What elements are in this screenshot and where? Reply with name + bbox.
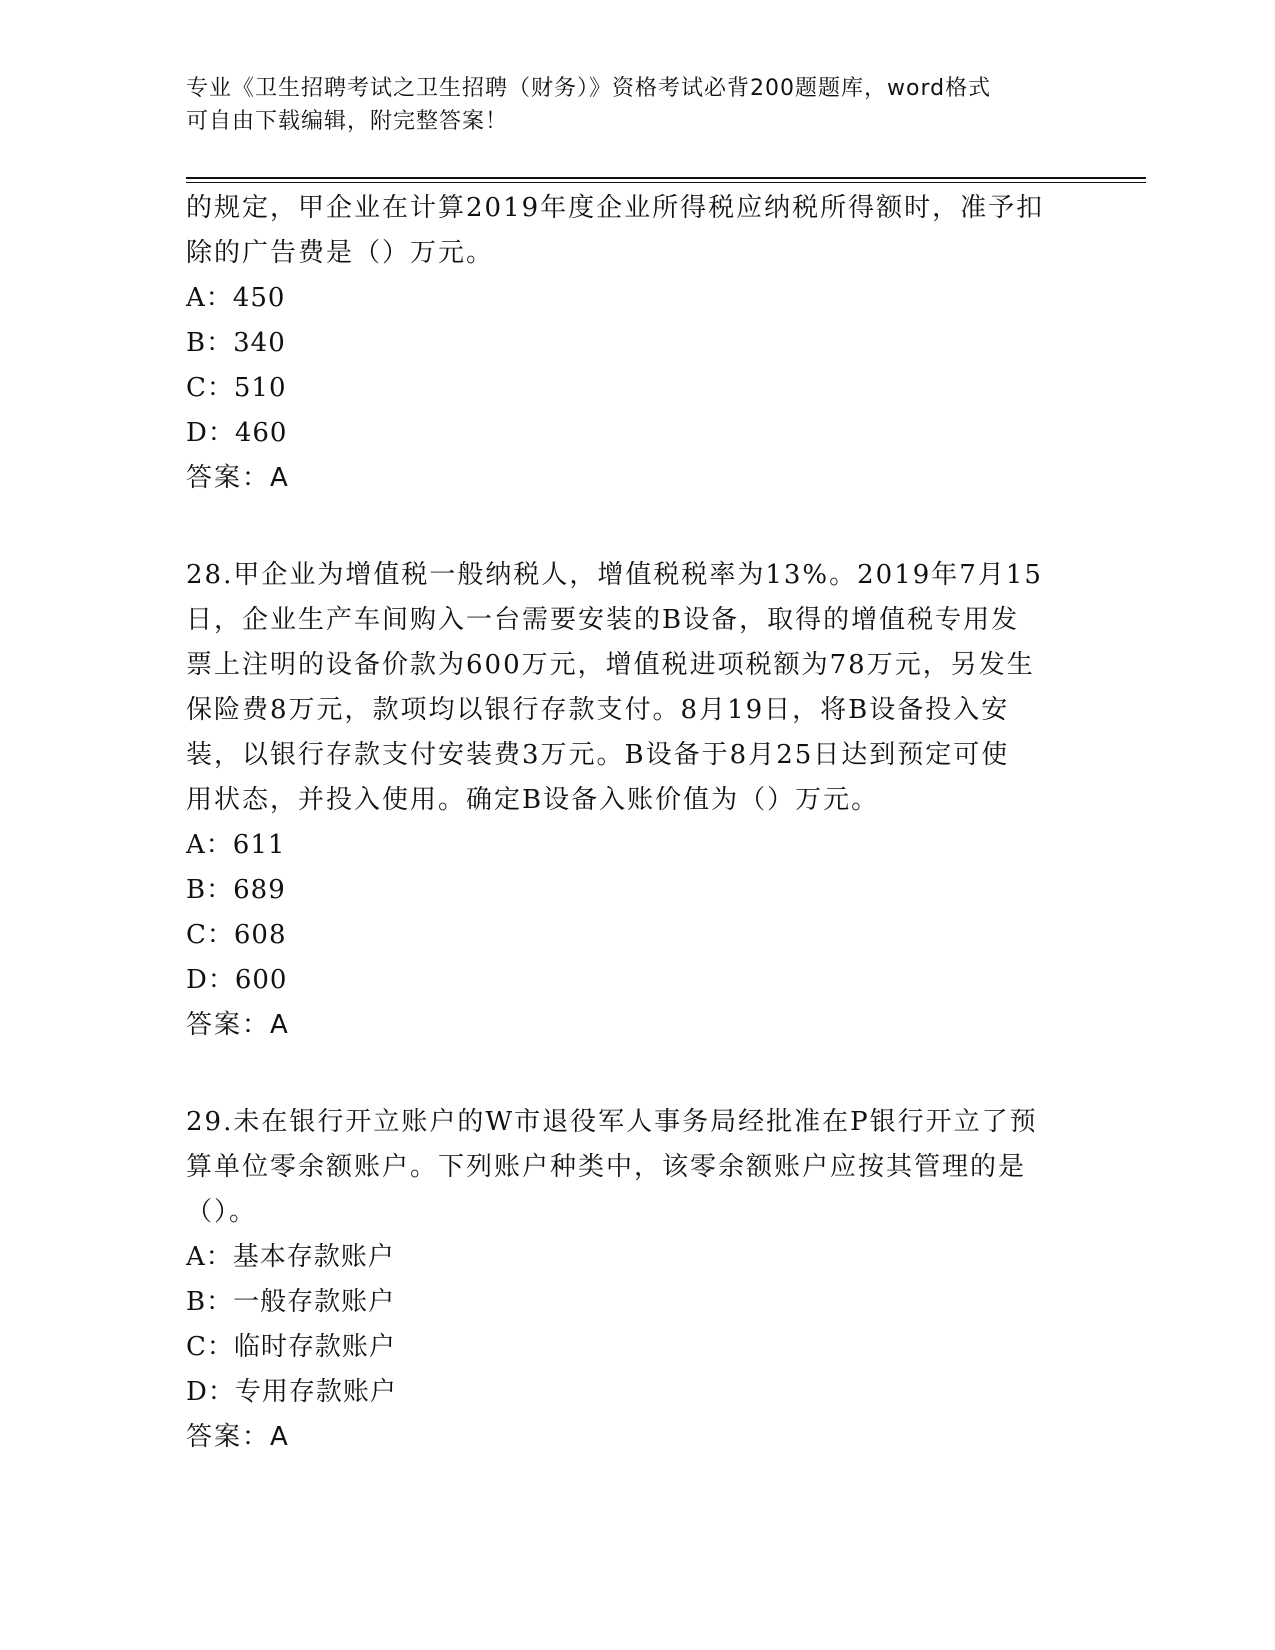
question-text-line: 除的广告费是（）万元。 xyxy=(186,238,495,268)
answer-line: 答案：A xyxy=(186,1422,290,1452)
page-header xyxy=(186,72,1066,138)
option-b: B：689 xyxy=(186,875,286,905)
question-text-line: 29.未在银行开立账户的W市退役军人事务局经批准在P银行开立了预 xyxy=(186,1107,1038,1137)
spacer xyxy=(186,1048,1066,1100)
option-b: B：一般存款账户 xyxy=(186,1287,396,1317)
option-a: A：450 xyxy=(186,283,286,313)
question-text-line: 票上注明的设备价款为600万元，增值税进项税额为78万元，另发生 xyxy=(186,650,1035,680)
question-list xyxy=(186,186,1066,1460)
question-text-line: 的规定，甲企业在计算2019年度企业所得税应纳税所得额时，准予扣 xyxy=(186,193,1045,223)
answer-line: 答案：A xyxy=(186,1010,290,1040)
header-divider-thin xyxy=(186,182,1146,183)
question-text-line: 用状态，并投入使用。确定B设备入账价值为（）万元。 xyxy=(186,785,880,815)
question-text-line: 日，企业生产车间购入一台需要安装的B设备，取得的增值税专用发 xyxy=(186,605,1020,635)
option-c: C：608 xyxy=(186,920,287,950)
question-text-line: 装，以银行存款支付安装费3万元。B设备于8月25日达到预定可使 xyxy=(186,740,1010,770)
option-a: A：611 xyxy=(186,830,286,860)
option-a: A：基本存款账户 xyxy=(186,1242,395,1272)
question-text-line: 保险费8万元，款项均以银行存款支付。8月19日，将B设备投入安 xyxy=(186,695,1010,725)
question-27 xyxy=(186,186,1066,501)
spacer xyxy=(186,501,1066,553)
question-28 xyxy=(186,553,1066,1048)
option-c: C：510 xyxy=(186,373,287,403)
answer-line: 答案：A xyxy=(186,463,290,493)
header-title-line-2: 可自由下载编辑，附完整答案！ xyxy=(186,109,509,134)
option-b: B：340 xyxy=(186,328,286,358)
option-d: D：600 xyxy=(186,965,288,995)
header-title-line-1: 专业《卫生招聘考试之卫生招聘（财务）》资格考试必背200题题库，word格式 xyxy=(186,76,992,101)
option-d: D：专用存款账户 xyxy=(186,1377,397,1407)
question-text-line: 算单位零余额账户。下列账户种类中，该零余额账户应按其管理的是 xyxy=(186,1152,1027,1182)
question-text-line: （）。 xyxy=(186,1197,258,1227)
header-divider-thick xyxy=(186,177,1146,179)
question-text-line: 28.甲企业为增值税一般纳税人，增值税税率为13%。2019年7月15 xyxy=(186,560,1043,590)
question-29 xyxy=(186,1100,1066,1460)
option-d: D：460 xyxy=(186,418,288,448)
option-c: C：临时存款账户 xyxy=(186,1332,396,1362)
